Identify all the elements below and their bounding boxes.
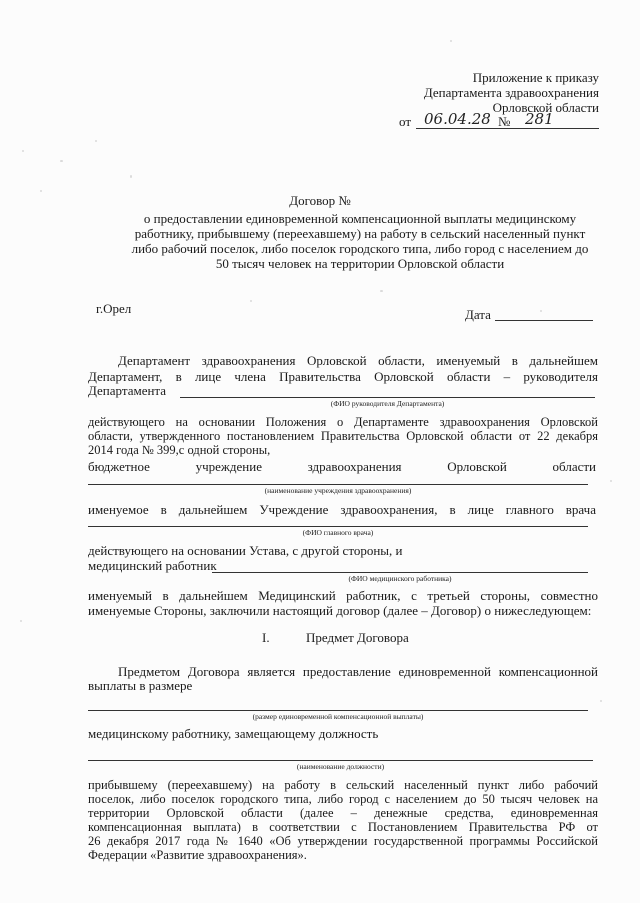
payment-amount-line [88,710,588,711]
worker-name-caption: (ФИО медицинского работника) [348,574,452,583]
p9-line-3: территории Орловской области (далее – денежные средства, единовременная [88,806,598,820]
chief-doctor-line [88,526,588,527]
p5-line-1: действующего на основании Устава, с другой стороны, и [88,543,403,558]
section-number: I. [262,630,270,645]
order-date-handwritten: 06.04.28 [424,110,491,128]
p9-line-4: компенсационная выплата) в соответствии с Постановлением Правительства РФ от [88,820,598,834]
chief-doctor-caption: (ФИО главного врача) [302,528,374,537]
worker-name-line [212,572,588,573]
p1-line-1: Департамент здравоохранения Орловской области, именуемый в дальнейшем [118,353,598,368]
p1-line-2: Департамент, в лице члена Правительства Орловской области – руководителя [88,369,598,384]
contract-heading: Договор № [289,193,351,208]
p2-line-2: области, утвержденного постановлением Правительства Орловской области от 22 декабря [88,429,598,443]
subtitle-line-2: работнику, прибывшему (переехавшему) на работу в сельский населенный пункт [134,226,586,241]
position-name-caption: (наименование должности) [296,762,385,771]
p8-line-1: медицинскому работнику, замещающему должность [88,726,379,741]
position-name-line [88,760,593,761]
p5-line-2: медицинский работник [88,558,217,573]
subtitle-line-1: о предоставлении единовременной компенсационной выплаты медицинскому [143,211,577,226]
appendix-line-3: Орловской области [492,100,599,115]
p1-line-3: Департамента [88,383,167,398]
p2-line-3: 2014 года № 399,с одной стороны, [88,443,271,457]
date-prefix: от [399,114,412,129]
city-label: г.Орел [96,301,132,316]
institution-name-line [88,484,588,485]
director-name-caption: (ФИО руководителя Департамента) [330,399,445,408]
number-sign: № [498,114,511,129]
p9-line-2: поселок, либо поселок городского типа, либо город с населением до 50 тысяч человек на [88,792,598,806]
section-title: Предмет Договора [306,630,409,645]
p6-line-1: именуемый в дальнейшем Медицинский работник, с третьей стороны, совместно [88,588,598,603]
appendix-line-1: Приложение к приказу [472,70,599,85]
p6-line-2: именуемые Стороны, заключили настоящий договор (далее – Договор) о нижеследующем: [88,603,592,618]
p3-line-1: бюджетное учреждение здравоохранения Орловской области [88,459,596,474]
p9-line-1: прибывшему (переехавшему) на работу в сельский населенный пункт либо рабочий [88,778,598,792]
p4-line-1: именуемое в дальнейшем Учреждение здравоохранения, в лице главного врача [88,502,596,517]
appendix-line-2: Департамента здравоохранения [423,85,599,100]
institution-name-caption: (наименование учреждения здравоохранения) [264,486,412,495]
p7-line-1: Предметом Договора является предоставление единовременной компенсационной [118,664,598,679]
order-number-handwritten: 281 [525,110,554,128]
date-field-line [495,320,593,321]
date-label: Дата [465,307,491,322]
p2-line-1: действующего на основании Положения о Департаменте здравоохранения Орловской [88,415,598,429]
p7-line-2: выплаты в размере [88,678,193,693]
subtitle-line-4: 50 тысяч человек на территории Орловской области [215,256,505,271]
p9-line-5: 26 декабря 2017 года № 1640 «Об утверждении государственной программы Российской [88,834,598,848]
p9-line-6: Федерации «Развитие здравоохранения». [88,848,307,862]
director-name-line [180,397,595,398]
payment-amount-caption: (размер единовременной компенсационной выплаты) [252,712,424,721]
subtitle-line-3: либо рабочий поселок, либо поселок городского типа, либо город с населением до [131,241,589,256]
